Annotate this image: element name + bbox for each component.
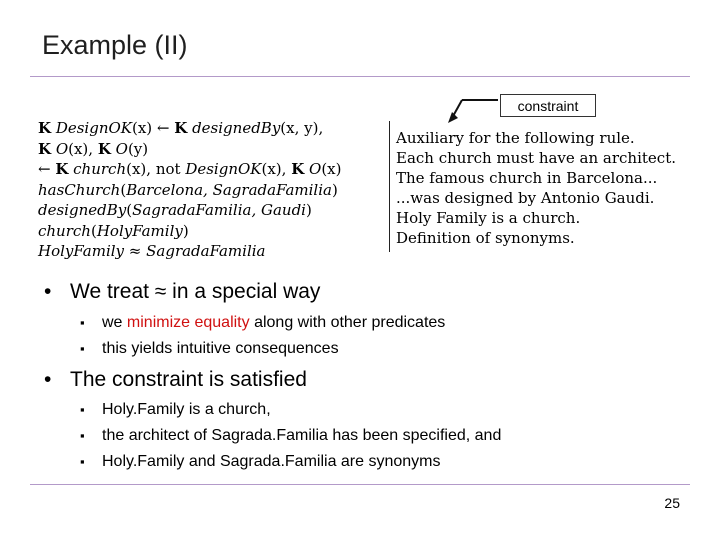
logic-program (38, 118, 383, 262)
formula-segment: ( (90, 221, 97, 240)
formula-segment: SagradaFamilia (146, 242, 266, 260)
formula-segment: ) (331, 180, 338, 199)
top-divider (30, 76, 690, 77)
formula-segment: (x) (321, 160, 342, 178)
formula-segment: HolyFamily (96, 221, 183, 240)
sub-bullet-marker: ▪ (80, 454, 85, 469)
bullet-marker: • (44, 368, 52, 391)
sub-text: Holy.Family is a church, (102, 401, 271, 418)
slide-title: Example (II) (42, 30, 188, 60)
bullet-marker: • (44, 280, 52, 303)
formula-segment: (x), (261, 160, 292, 178)
comment-line: Holy Family is a church. (396, 209, 581, 227)
formula-segment: O (51, 139, 69, 158)
bullet-text: The constraint is satisfied (70, 368, 307, 391)
sub-bullet-church (80, 401, 271, 419)
sub-bullet-architect (80, 427, 501, 445)
formula-segment: ( (126, 201, 133, 219)
formula-segment: K (55, 160, 69, 178)
sub-text: along with other predicates (249, 314, 446, 331)
formula-segment: K (38, 139, 52, 158)
formula-line (38, 180, 383, 201)
formula-segment: Barcelona, SagradaFamilia (126, 180, 332, 199)
rule-comments (396, 128, 696, 248)
bullet-constraint-satisfied (44, 368, 307, 392)
formula-line (38, 139, 383, 160)
formula-line (38, 200, 383, 221)
sub-bullet-marker: ▪ (80, 428, 85, 443)
formula-line (38, 159, 383, 180)
callout-arrow (444, 94, 504, 124)
formula-segment: ← (38, 160, 56, 178)
formula-segment: (x, y), (280, 119, 324, 137)
comment-line: Each church must have an architect. (396, 149, 676, 167)
formula-segment: church (68, 160, 127, 178)
formula-segment: designedBy (187, 119, 281, 137)
comment-line: ...was designed by Antonio Gaudi. (396, 189, 655, 207)
formula-segment: K (291, 160, 305, 178)
formula-segment: (y) (127, 139, 149, 158)
bullet-special-treatment (44, 280, 320, 304)
formula-segment: church (38, 221, 91, 240)
formula-segment: DesignOK (185, 160, 262, 178)
formula-line (38, 221, 383, 242)
formula-segment: O (110, 139, 128, 158)
formula-segment: K (97, 139, 111, 158)
sub-bullet-minimize (80, 314, 445, 332)
formula-segment: ) (305, 201, 312, 219)
comment-line: Auxiliary for the following rule. (396, 129, 635, 147)
formula-segment: (x), not (126, 160, 186, 178)
sub-bullet-marker: ▪ (80, 402, 85, 417)
formula-segment: K (38, 119, 52, 137)
sub-text: this yields intuitive consequences (102, 340, 339, 357)
formula-segment: (x), (68, 139, 98, 158)
comment-line: Definition of synonyms. (396, 229, 575, 247)
sub-text: we (102, 314, 127, 331)
bullet-text: We treat ≈ in a special way (70, 280, 321, 303)
column-separator (389, 121, 390, 252)
sub-bullet-marker: ▪ (80, 315, 85, 330)
formula-segment: ) (182, 221, 189, 240)
page-number: 25 (664, 495, 680, 511)
formula-segment: ≈ (124, 242, 147, 260)
formula-line (38, 118, 383, 139)
sub-bullet-consequences (80, 340, 339, 358)
formula-segment: (x) ← (131, 119, 175, 137)
formula-segment: ( (120, 180, 127, 199)
highlight-text: minimize equality (126, 314, 250, 331)
formula-line (38, 241, 383, 262)
sub-bullet-marker: ▪ (80, 341, 85, 356)
bottom-divider (30, 484, 690, 485)
constraint-callout: constraint (500, 94, 596, 117)
sub-text: Holy.Family and Sagrada.Familia are synonyms (102, 453, 441, 470)
formula-segment: hasChurch (38, 180, 121, 199)
formula-segment: SagradaFamilia, Gaudi (132, 201, 306, 219)
sub-text: the architect of Sagrada.Familia has been specified, and (102, 427, 502, 444)
formula-segment: designedBy (38, 201, 127, 219)
comment-line: The famous church in Barcelona... (396, 169, 658, 187)
sub-bullet-synonyms (80, 453, 441, 471)
formula-segment: HolyFamily (38, 242, 125, 260)
formula-segment: K (174, 119, 188, 137)
formula-segment: O (304, 160, 322, 178)
formula-segment: DesignOK (51, 119, 132, 137)
